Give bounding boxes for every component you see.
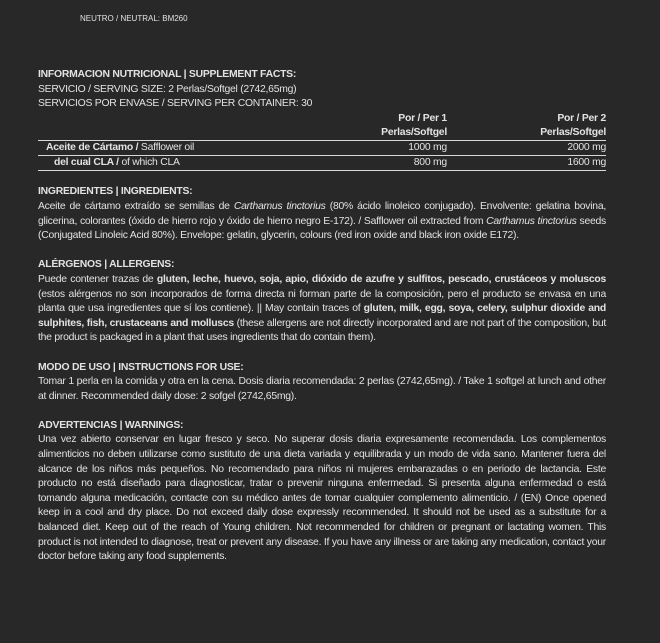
facts-title: INFORMACION NUTRICIONAL | SUPPLEMENT FACTS:	[38, 69, 297, 80]
column-per-2: Por / Per 2 Perlas/Softgel	[540, 112, 606, 138]
text-segment: seeds (Conjugated Linoleic Acid 80%). Envelope: gelatin, glycerin, colours (red iron oxide and black iron oxide E172).	[38, 215, 606, 242]
facts-table	[38, 112, 606, 171]
warnings-title: ADVERTENCIAS | WARNINGS:	[38, 419, 184, 431]
text-segment: gluten, milk, egg, soya, celery, sulphur dioxide and sulphites, fish, crustaceans and molluscs	[38, 303, 606, 329]
warnings-text	[38, 433, 606, 564]
text-segment: (these allergens are not directly incorporated and are not part of the composition, but the product is packaged in a plant that uses ingredients that do contain them).	[38, 317, 606, 344]
ingredients-section	[38, 185, 606, 243]
servings-per-container: SERVICIOS POR ENVASE / SERVING PER CONTAINER: 30	[38, 98, 313, 110]
label-content	[38, 68, 606, 565]
text-segment: Puede contener trazas de	[38, 273, 157, 285]
table-row: Aceite de Cártamo / Safflower oil 1000 mg 2000 mg	[38, 140, 606, 155]
text-segment: (estos alérgenos no son incorporados de forma directa ni forman parte de la composición, pero el producto se envasa en una planta que usa ingredientes que sí los contiene). || May contain traces of	[38, 288, 606, 315]
warnings-section	[38, 419, 606, 565]
table-row: del cual CLA / of which CLA 800 mg 1600 mg	[38, 155, 606, 170]
instructions-title: MODO DE USO | INSTRUCTIONS FOR USE:	[38, 361, 244, 373]
text-segment: gluten, leche, huevo, soja, apio, dióxido de azufre y sulfitos, pescado, crustáceos y moluscos	[156, 273, 606, 285]
column-per-1: Por / Per 1 Perlas/Softgel	[381, 112, 447, 138]
text-segment: Carthamus tinctorius	[486, 215, 577, 227]
allergens-text	[38, 273, 606, 346]
serving-size: SERVICIO / SERVING SIZE: 2 Perlas/Softgel (2742,65mg)	[38, 83, 297, 95]
text-segment: Una vez abierto conservar en lugar fresco y seco. No superar dosis diaria expresamente recomendada. Los complementos alimenticios no deben utilizarse como sustituto de una dieta variada y equilibrada y un modo de vida sano. Mantener fuera del alcance de los niños más pequeños. No recomendado para niños ni mujeres embarazadas o en periodo de lactancia. Este producto no está diseñado para diagnosticar, tratar o prevenir ninguna enfermedad. Si presenta alguna enfermedad o está tomando alguna medicación, contacte con su médico antes de tomar cualquier complemento alimenticio. / (EN) Once opened keep in a cool and dry place. Do not exceed daily dose expressly recommended. It should not be used as a substitute for a balanced diet. Keep out of the reach of Young children. Not recommended for children or pregnant or lactating women. This product is not intended to diagnose, treat or prevent any disease. If you have any illness or are taking any medication, contact your doctor before taking any food supplements.	[38, 434, 606, 563]
product-code: NEUTRO / NEUTRAL: BM260	[80, 14, 188, 23]
text-segment: Carthamus tinctorius	[233, 200, 326, 212]
label-sections	[38, 185, 606, 564]
instructions-section	[38, 361, 606, 405]
ingredients-title: INGREDIENTES | INGREDIENTS:	[38, 186, 193, 198]
text-segment: (80% ácido linoleico conjugado). Envolvente: gelatina bovina, glicerina, colorantes (óxido de hierro rojo y óxido de hierro negro E-172). / Safflower oil extracted from	[38, 200, 606, 227]
instructions-text	[38, 375, 606, 404]
text-segment: Tomar 1 perla en la comida y otra en la cena. Dosis diaria recomendada: 2 perlas (2742,65mg). / Take 1 softgel at lunch and other at dinner. Recommended daily dose: 2 sofgel (2742,65mg).	[38, 376, 606, 402]
ingredients-text	[38, 200, 606, 244]
allergens-section	[38, 258, 606, 346]
allergens-title: ALÉRGENOS | ALLERGENS:	[38, 259, 175, 271]
facts-table-header	[38, 112, 606, 141]
text-segment: Aceite de cártamo extraído se semillas de	[38, 200, 234, 212]
